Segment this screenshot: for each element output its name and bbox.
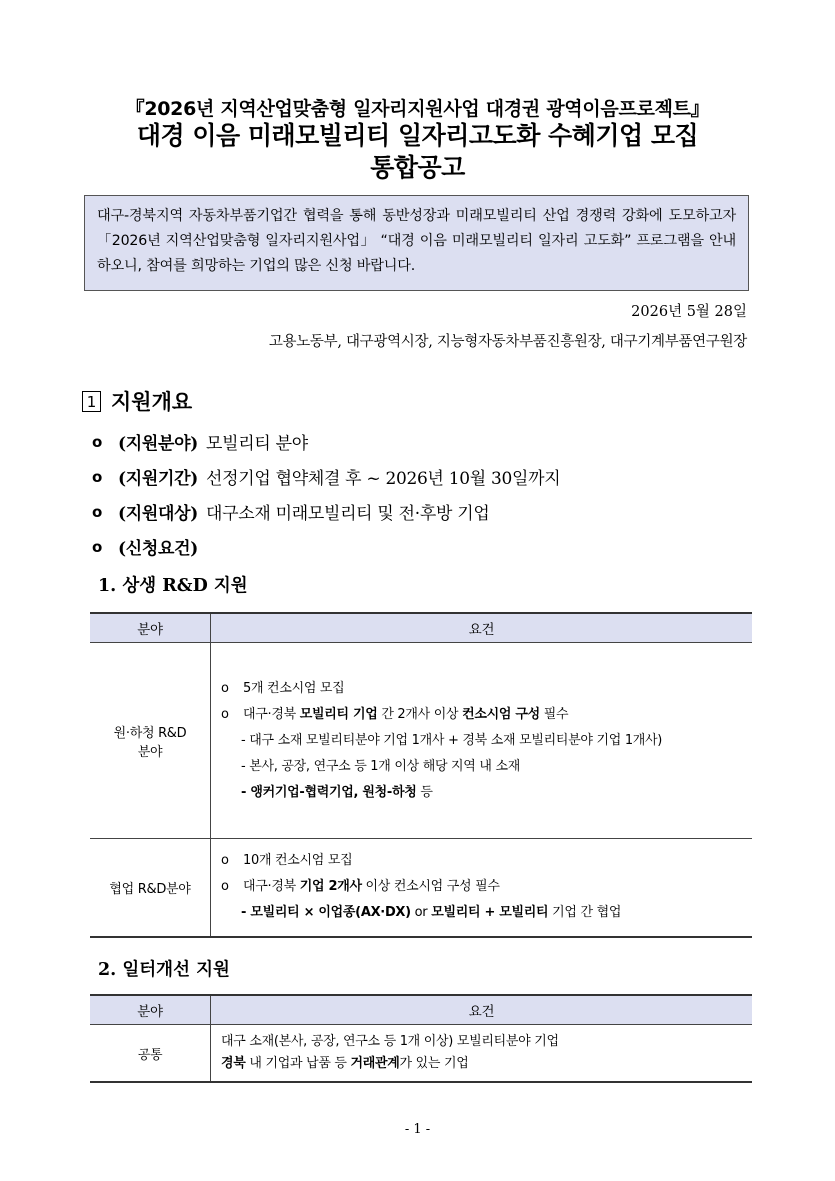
page-number: - 1 - bbox=[404, 1122, 431, 1137]
requirement-subline: - 앵커기업-협력기업, 원청-하청 등 bbox=[241, 784, 433, 800]
rnd-requirements-table bbox=[90, 612, 752, 938]
intro-box: 대구-경북지역 자동차부품기업간 협력을 통해 동반성장과 미래모빌리티 산업 경쟁력 강화에 도모하고자 「2026년 지역산업맞춤형 일자리지원사업」 “대경 이음 미래모빌리티 일자리 고도화” 프로그램을 안내하오니, 참여를 희망하는 기업의 많은 신청 바랍니다. bbox=[84, 195, 749, 291]
requirements-cell bbox=[211, 1025, 753, 1083]
overview-item bbox=[92, 529, 560, 564]
table-row bbox=[90, 839, 752, 937]
overview-value: 모빌리티 분야 bbox=[205, 434, 308, 454]
field-line: 협업 R&D분야 bbox=[109, 881, 191, 897]
requirement-subline: - 모빌리티 × 이업종(AX·DX) or 모빌리티 + 모빌리티 기업 간 협업 bbox=[241, 905, 622, 921]
overview-value: 선정기업 협약체결 후 ~ 2026년 10월 30일까지 bbox=[205, 469, 561, 489]
subsection-title: 1. 상생 R&D 지원 bbox=[98, 576, 248, 596]
bullet-icon: o bbox=[221, 879, 229, 895]
column-header-requirements: 요건 bbox=[211, 613, 753, 643]
overview-item bbox=[92, 424, 560, 459]
requirement-subline: - 본사, 공장, 연구소 등 1개 이상 해당 지역 내 소재 bbox=[241, 758, 520, 774]
bullet-icon: o bbox=[92, 537, 103, 556]
field-cell: 공통 bbox=[90, 1025, 211, 1083]
overview-item bbox=[92, 459, 560, 494]
overview-item bbox=[92, 494, 560, 529]
section-number-box: 1 bbox=[82, 391, 101, 412]
section-heading bbox=[82, 386, 192, 416]
table-row bbox=[90, 1025, 752, 1083]
bullet-icon: o bbox=[221, 680, 229, 696]
requirement-line: o 대구·경북 모빌리티 기업 간 2개사 이상 컨소시엄 구성 필수 bbox=[221, 702, 752, 728]
requirement-line: o 10개 컨소시엄 모집 bbox=[221, 848, 752, 874]
requirement-line: 경북 내 기업과 납품 등 거래관계가 있는 기업 bbox=[221, 1056, 469, 1071]
announcement-program-title: 『2026년 지역산업맞춤형 일자리지원사업 대경권 광역이음프로젝트』 bbox=[125, 98, 710, 120]
field-cell bbox=[90, 839, 211, 937]
main-title-line: 대경 이음 미래모빌리티 일자리고도화 수혜기업 모집 bbox=[136, 121, 699, 150]
overview-label: (지원기간) bbox=[118, 469, 198, 489]
announcement-main-title bbox=[0, 120, 835, 184]
requirement-line: 대구 소재(본사, 공장, 연구소 등 1개 이상) 모빌리티분야 기업 bbox=[221, 1034, 559, 1049]
overview-value: 대구소재 미래모빌리티 및 전·후방 기업 bbox=[205, 504, 490, 524]
overview-label: (신청요건) bbox=[118, 539, 198, 559]
field-cell bbox=[90, 643, 211, 839]
bullet-icon: o bbox=[221, 853, 229, 869]
requirements-cell bbox=[211, 643, 753, 839]
requirement-subline: - 대구 소재 모빌리티분야 기업 1개사 + 경북 소재 모빌리티분야 기업 1개사) bbox=[241, 732, 663, 748]
main-title-line: 통합공고 bbox=[370, 153, 465, 182]
table-header-row bbox=[90, 995, 752, 1025]
requirement-line: o 대구·경북 기업 2개사 이상 컨소시엄 구성 필수 bbox=[221, 874, 752, 900]
bullet-icon: o bbox=[92, 432, 103, 451]
workplace-requirements-table bbox=[90, 994, 752, 1083]
announcement-date: 2026년 5월 28일 bbox=[631, 304, 747, 320]
issuing-organizations: 고용노동부, 대구광역시장, 지능형자동차부품진흥원장, 대구기계부품연구원장 bbox=[268, 334, 747, 350]
bullet-icon: o bbox=[92, 502, 103, 521]
overview-list bbox=[92, 424, 560, 564]
bullet-icon: o bbox=[92, 467, 103, 486]
bullet-icon: o bbox=[221, 706, 229, 722]
table-row bbox=[90, 643, 752, 839]
requirements-cell bbox=[211, 839, 753, 937]
overview-label: (지원대상) bbox=[118, 504, 198, 524]
field-line: 원·하청 R&D bbox=[113, 725, 187, 741]
column-header-field: 분야 bbox=[90, 995, 211, 1025]
column-header-field: 분야 bbox=[90, 613, 211, 643]
subsection-title: 2. 일터개선 지원 bbox=[98, 960, 230, 980]
table-header-row bbox=[90, 613, 752, 643]
field-line: 분야 bbox=[137, 744, 163, 760]
requirement-line: o 5개 컨소시엄 모집 bbox=[221, 676, 752, 702]
overview-label: (지원분야) bbox=[118, 434, 198, 454]
column-header-requirements: 요건 bbox=[211, 995, 753, 1025]
section-title: 지원개요 bbox=[111, 390, 193, 414]
